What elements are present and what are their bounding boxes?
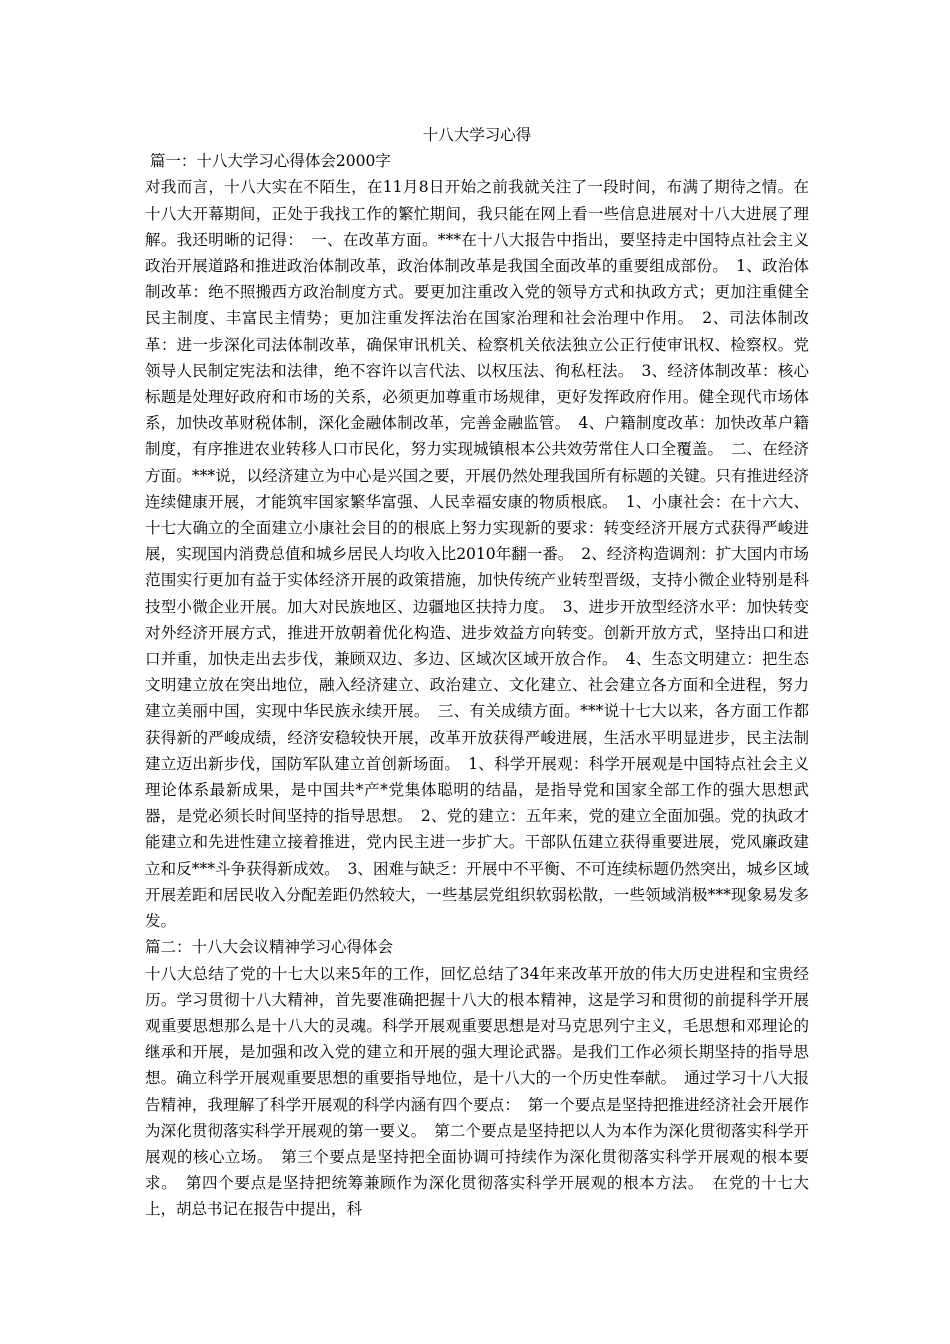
section-1-heading: 篇一：十八大学习心得体会2000字 [145, 152, 391, 171]
section-2-body: 十八大总结了党的十七大以来5年的工作，回忆总结了34年来改革开放的伟大历史进程和宝贵经历。学习贯彻十八大精神，首先要准确把握十八大的根本精神，这是学习和贯彻的前提科学开展观重要思想那么是十八大的灵魂。科学开展观重要思想是对马克思列宁主义，毛思想和邓理论的继承和开展，是加强和改入党的建立和开展的强大理论武器。是我们工作必须长期坚持的指导思想。确立科学开展观重要思想的重要指导地位，是十八大的一个历史性奉献。 通过学习十八大报告精神，我理解了科学开展观的科学内涵有四个要点： 第一个要点是坚持把推进经济社会开展作为深化贯彻落实科学开展观的第一要义。 第二个要点是坚持把以人为本作为深化贯彻落实科学开展观的核心立场。 第三个要点是坚持把全面协调可持续作为深化贯彻落实科学开展观的根本要求。 第四个要点是坚持把统筹兼顾作为深化贯彻落实科学开展观的根本方法。 在党的十七大上，胡总书记在报告中提出，科 [145, 964, 809, 1219]
section-1-body: 对我而言，十八大实在不陌生，在11月8日开始之前我就关注了一段时间，布满了期待之情。在十八大开幕期间，正处于我找工作的繁忙期间，我只能在网上看一些信息进展对十八大进展了理解。我还明晰的记得： 一、在改革方面。***在十八大报告中指出，要坚持走中国特点社会主义政治开展道路和推进政治体制改革，政治体制改革是我国全面改革的重要组成部份。 1、政治体制改革：绝不照搬西方政治制度方式。要更加注重改入党的领导方式和执政方式；更加注重健全民主制度、丰富民主情势；更加注重发挥法治在国家治理和社会治理中作用。 2、司法体制改革：进一步深化司法体制改革，确保审讯机关、检察机关依法独立公正行使审讯权、检察权。党领导人民制定宪法和法律，绝不容许以言代法、以权压法、徇私枉法。 3、经济体制改革：核心标题是处理好政府和市场的关系，必须更加尊重市场规律，更好发挥政府作用。健全现代市场体系，加快改革财税体制，深化金融体制改革，完善金融监管。 4、户籍制度改革：加快改革户籍制度，有序推进农业转移人口市民化，努力实现城镇根本公共效劳常住人口全覆盖。 二、在经济方面。***说，以经济建立为中心是兴国之要，开展仍然处理我国所有标题的关键。只有推进经济连续健康开展，才能筑牢国家繁华富强、人民幸福安康的物质根底。 1、小康社会：在十六大、十七大确立的全面建立小康社会目的的根底上努力实现新的要求：转变经济开展方式获得严峻进展，实现国内消费总值和城乡居民人均收入比2010年翻一番。 2、经济构造调剂：扩大国内市场范围实行更加有益于实体经济开展的政策措施，加快传统产业转型晋级，支持小微企业特别是科技型小微企业开展。加大对民族地区、边疆地区扶持力度。 3、进步开放型经济水平：加快转变对外经济开展方式，推进开放朝着优化构造、进步效益方向转变。创新开放方式，坚持出口和进口并重，加快走出去步伐，兼顾双边、多边、区域次区域开放合作。 4、生态文明建立：把生态文明建立放在突出地位，融入经济建立、政治建立、文化建立、社会建立各方面和全进程，努力建立美丽中国，实现中华民族永续开展。 三、有关成绩方面。***说十七大以来，各方面工作都获得新的严峻成绩，经济安稳较快开展，改革开放获得严峻进展，生活水平明显进步，民主法制建立迈出新步伐，国防军队建立首创新场面。 1、科学开展观：科学开展观是中国特点社会主义理论体系最新成果，是中国共*产*党集体聪明的结晶，是指导党和国家全部工作的强大思想武器，是党必须长时间坚持的指导思想。 2、党的建立：五年来，党的建立全面加强。党的执政才能建立和先进性建立接着推进，党内民主进一步扩大。干部队伍建立获得重要进展，党风廉政建立和反***斗争获得新成效。 3、困难与缺乏：开展中不平衡、不可连续标题仍然突出，城乡区域开展差距和居民收入分配差距仍然较大，一些基层党组织软弱松散，一些领域消极***现象易发多发。 [145, 178, 809, 931]
document-body [145, 122, 809, 1223]
section-2-heading: 篇二：十八大会议精神学习心得体会 [145, 938, 394, 957]
document-title: 十八大学习心得 [422, 126, 532, 144]
